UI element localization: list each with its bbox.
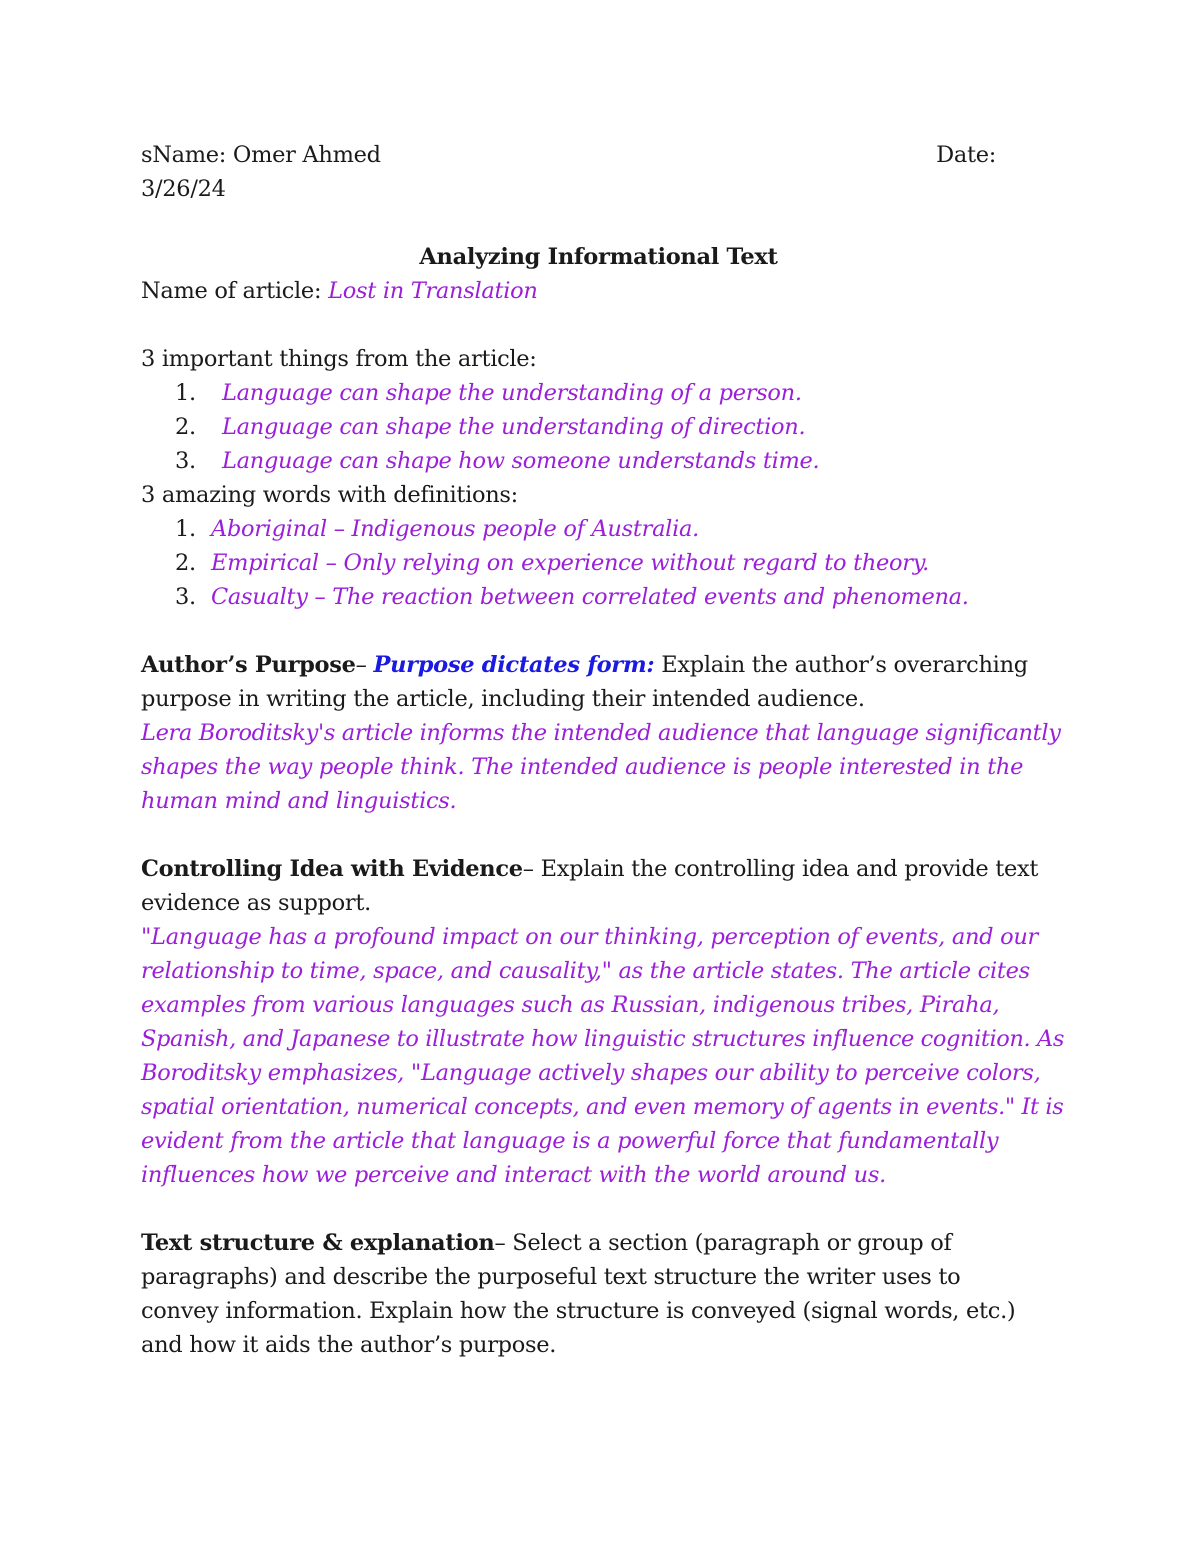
page-title: Analyzing Informational Text — [419, 244, 778, 270]
list-item-text: Language can shape the understanding of a person. — [222, 380, 802, 406]
structure-prompt-line — [141, 1226, 1056, 1260]
controlling-prompt: – Explain the controlling idea and provide text — [522, 856, 1039, 882]
purpose-emphasis: Purpose dictates form: — [373, 652, 655, 678]
important-things-list — [141, 376, 1056, 478]
list-number: 2. — [175, 414, 196, 440]
spacer — [141, 614, 1056, 648]
list-item-text: Aboriginal – Indigenous people of Australia. — [211, 516, 699, 542]
controlling-answer-line: Spanish, and Japanese to illustrate how linguistic structures influence cognition. As — [141, 1026, 1064, 1052]
important-things-heading: 3 important things from the article: — [141, 346, 537, 372]
article-title: Lost in Translation — [328, 278, 538, 304]
list-item — [141, 546, 1056, 580]
list-item — [141, 410, 1056, 444]
purpose-prompt-line — [141, 648, 1056, 682]
structure-prompt-line: paragraphs) and describe the purposeful text structure the writer uses to — [141, 1264, 961, 1290]
controlling-prompt-line: evidence as support. — [141, 890, 371, 916]
purpose-prompt: Explain the author’s overarching — [654, 652, 1028, 678]
list-item-text: Language can shape the understanding of direction. — [222, 414, 806, 440]
list-number: 2. — [175, 550, 196, 576]
list-item-text: Empirical – Only relying on experience without regard to theory. — [211, 550, 930, 576]
purpose-dash: – — [355, 652, 374, 678]
controlling-answer-line: evident from the article that language is a powerful force that fundamentally — [141, 1128, 999, 1154]
controlling-answer-line: Boroditsky emphasizes, "Language actively shapes our ability to perceive colors, — [141, 1060, 1041, 1086]
list-item-text: Language can shape how someone understands time. — [222, 448, 820, 474]
amazing-words-list — [141, 512, 1056, 614]
list-number: 1. — [175, 516, 196, 542]
list-item — [141, 444, 1056, 478]
purpose-answer-line: shapes the way people think. The intended audience is people interested in the — [141, 754, 1024, 780]
amazing-words-heading: 3 amazing words with definitions: — [141, 482, 518, 508]
list-item — [141, 580, 1056, 614]
structure-prompt-line: and how it aids the author’s purpose. — [141, 1332, 557, 1358]
controlling-answer-line: spatial orientation, numerical concepts, and even memory of agents in events." It is — [141, 1094, 1064, 1120]
controlling-prompt-line — [141, 852, 1056, 886]
list-number: 3. — [175, 584, 196, 610]
spacer — [141, 1192, 1056, 1226]
purpose-prompt-line: purpose in writing the article, including their intended audience. — [141, 686, 865, 712]
list-item-text: Casualty – The reaction between correlated events and phenomena. — [211, 584, 969, 610]
spacer — [141, 308, 1056, 342]
list-item — [141, 376, 1056, 410]
article-name-row — [141, 274, 1056, 308]
structure-prompt: – Select a section (paragraph or group of — [494, 1230, 952, 1256]
list-item — [141, 512, 1056, 546]
controlling-answer-line: influences how we perceive and interact with the world around us. — [141, 1162, 886, 1188]
spacer — [141, 818, 1056, 852]
controlling-heading: Controlling Idea with Evidence — [141, 856, 523, 882]
structure-heading: Text structure & explanation — [141, 1230, 495, 1256]
date-label: Date: — [936, 142, 996, 168]
purpose-heading: Author’s Purpose — [141, 652, 356, 678]
date-value: 3/26/24 — [141, 176, 226, 202]
worksheet-page — [141, 138, 1064, 1362]
structure-prompt-line: convey information. Explain how the structure is conveyed (signal words, etc.) — [141, 1298, 1016, 1324]
purpose-answer-line: Lera Boroditsky's article informs the intended audience that language significantly — [141, 720, 1061, 746]
controlling-answer-line: relationship to time, space, and causality," as the article states. The article cites — [141, 958, 1030, 984]
controlling-answer-line: examples from various languages such as Russian, indigenous tribes, Piraha, — [141, 992, 1000, 1018]
list-number: 3. — [175, 448, 196, 474]
article-label: Name of article: — [141, 278, 322, 304]
header-row — [141, 138, 996, 172]
list-number: 1. — [175, 380, 196, 406]
controlling-answer-line: "Language has a profound impact on our thinking, perception of events, and our — [141, 924, 1039, 950]
purpose-answer-line: human mind and linguistics. — [141, 788, 457, 814]
student-name: sName: Omer Ahmed — [141, 142, 381, 168]
